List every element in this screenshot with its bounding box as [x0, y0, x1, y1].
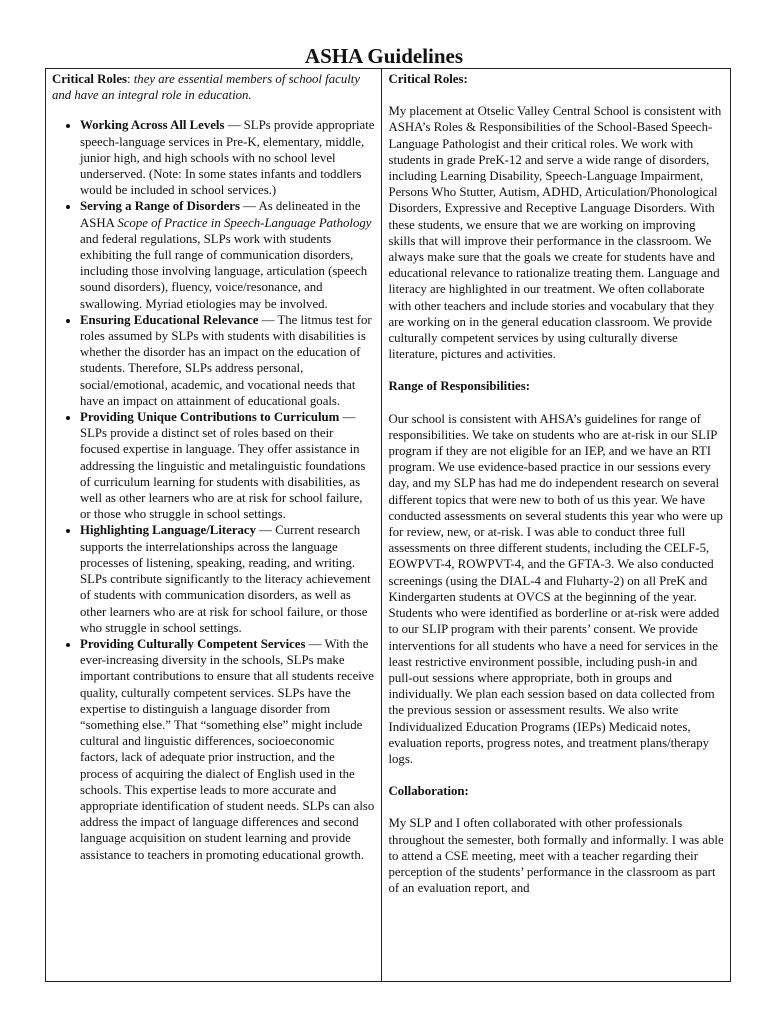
role-text: SLPs provide a distinct set of roles based on their focused expertise in language. They offer assistance in addressing the linguistic and metalinguistic foundations of curriculum learning for students with disabilities, as well as other learners who are at risk for school failure, or those who struggle in school settings.: [80, 426, 366, 522]
range-of-responsibilities-paragraph: Our school is consistent with AHSA’s guidelines for range of responsibilities. We take on students who are at-risk in our SLIP program if they are not eligible for an IEP, and we have an RTI program. We use evidence-based practice in our sessions every day, and my SLP has had me do independent research on several different topics that were new to both of us this year. We have conducted assessments on several students this year who were up for review, new, or at-risk. I was able to conduct three full assessments on three different students, including the CELF-5, EOWPVT-4, ROWPVT-4, and the GFTA-3. We also conducted screenings (using the DIAL-4 and Fluharty-2) on all PreK and Kindergarten students at OVCS at the beginning of the year. Students who were identified as borderline or at-risk were added to our SLIP program with their parents’ consent. We provide interventions for all students who have a need for services in the least restrictive environment possible, including push-in and pull-out sessions where appropriate, both in groups and individually. We plan each session based on data collected from the previous session or assessment results. We also write Individualized Education Programs (IEPs) Medicaid notes, evaluation reports, progress notes, and treatment plans/therapy logs.: [388, 411, 723, 766]
role-title: Serving a Range of Disorders: [80, 199, 240, 214]
roles-list: [52, 117, 375, 862]
critical-roles-intro: Critical Roles: they are essential members of school faculty and have an integral role in education.: [52, 72, 361, 103]
role-text: SLPs provide appropriate speech-language services in Pre-K, elementary, middle, junior high, and high schools with no school level underserved. (Note: In some states infants and toddlers would be included in school services.): [80, 118, 375, 198]
placement-reflection-column: [382, 69, 731, 982]
list-item: • Providing Unique Contributions to Curriculum — SLPs provide a distinct set of roles based on their focused expertise in language. They offer assistance in addressing the linguistic and metalinguistic foundations of curriculum learning for students with disabilities, as well as other learners who are at risk for school failure, or those who struggle in school settings.: [80, 409, 375, 522]
role-text: The litmus test for roles assumed by SLPs with students with disabilities is whether the disorder has an impact on the education of students. Therefore, SLPs address personal, social/emotional, academic, and vocational needs that have an impact on attainment of educational goals.: [80, 312, 372, 408]
list-item: • Highlighting Language/Literacy — Current research supports the interrelationships across the language processes of listening, speaking, reading, and writing. SLPs contribute significantly to the literacy achievement of students with communication disorders, as well as other learners who are at risk for school failure, or those who struggle in school settings.: [80, 522, 375, 635]
critical-roles-label: Critical Roles: [52, 72, 127, 86]
collaboration-heading: Collaboration:: [388, 784, 469, 799]
role-title: Providing Culturally Competent Services: [80, 636, 306, 651]
critical-roles-paragraph: My placement at Otselic Valley Central School is consistent with ASHA’s Roles & Responsibilities of the School-Based Speech-Language Pathologist and their critical roles. We work with students in grade PreK-12 and serve a wide range of disorders, including Learning Disability, Speech-Language Impairment, Persons Who Stutter, Autism, ADHD, Articulation/Phonological Disorders, Expressive and Receptive Language Disorders. With these students, we ensure that we are working on improving skills that will improve their performance in the classroom. We always make sure that the goals we create for students have and educational relevance to rationalize treating them. Language and literacy are highlighted in our treatment. We often collaborate with other teachers and include stories and vocabulary that they are working on in the general education classroom. We provide culturally competent services by using culturally diverse literature, pictures and activities.: [388, 104, 722, 362]
role-text: Current research supports the interrelationships across the language processes of listening, speaking, reading, and writing. SLPs contribute significantly to the literacy achievement of students with communication disorders, as well as other learners who are at risk for school failure, or those who struggle in school settings.: [80, 523, 371, 635]
list-item: • Working Across All Levels — SLPs provide appropriate speech-language services in Pre-K, elementary, middle, junior high, and high schools with no school level underserved. (Note: In some states infants and toddlers would be included in school services.): [80, 117, 375, 198]
role-title: Ensuring Educational Relevance: [80, 312, 259, 327]
list-item: • Ensuring Educational Relevance — The litmus test for roles assumed by SLPs with students with disabilities is whether the disorder has an impact on the education of students. Therefore, SLPs address personal, social/emotional, academic, and vocational needs that have an impact on attainment of educational goals.: [80, 312, 375, 409]
critical-roles-description: they are essential members of school faculty and have an integral role in education.: [52, 72, 361, 103]
collaboration-paragraph: My SLP and I often collaborated with other professionals throughout the semester, both formally and informally. I was able to attend a CSE meeting, meet with a teacher regarding their perception of the students’ performance in the classroom as part of an evaluation report, and: [388, 816, 724, 896]
list-item: • Serving a Range of Disorders — As delineated in the ASHA Scope of Practice in Speech-Language Pathology and federal regulations, SLPs work with students exhibiting the full range of communication disorders, including those involving language, articulation (speech sound disorders), fluency, voice/resonance, and swallowing. Myriad etiologies may be involved.: [80, 198, 375, 311]
role-title: Highlighting Language/Literacy: [80, 523, 256, 538]
role-text: and federal regulations, SLPs work with students exhibiting the full range of communication disorders, including those involving language, articulation (speech sound disorders), fluency, voice/resonance, and swallowing. Myriad etiologies may be involved.: [80, 231, 368, 311]
role-title: Working Across All Levels: [80, 118, 225, 133]
guidelines-table: [45, 68, 731, 982]
asha-roles-column: [46, 69, 382, 982]
range-of-responsibilities-heading: Range of Responsibilities:: [388, 379, 530, 394]
page-title: ASHA Guidelines: [304, 44, 464, 68]
scope-of-practice-title: Scope of Practice in Speech-Language Pathology: [117, 215, 372, 230]
critical-roles-heading: Critical Roles:: [388, 72, 468, 86]
role-text: As delineated in the ASHA: [80, 199, 361, 230]
list-item: • Providing Culturally Competent Services — With the ever-increasing diversity in the schools, SLPs make important contributions to ensure that all students receive quality, culturally competent services. SLPs have the expertise to distinguish a language disorder from “something else.” That “something else” might include cultural and linguistic differences, socioeconomic factors, lack of adequate prior instruction, and the process of acquiring the dialect of English used in the schools. This expertise leads to more accurate and appropriate identification of student needs. SLPs can also address the impact of language differences and second language acquisition on student learning and provide assistance to teachers in promoting educational growth.: [80, 636, 375, 863]
role-title: Providing Unique Contributions to Curriculum: [80, 410, 340, 425]
role-text: With the ever-increasing diversity in the schools, SLPs make important contributions to ensure that all students receive quality, culturally competent services. SLPs have the expertise to distinguish a language disorder from “something else.” That “something else” might include cultural and linguistic differences, socioeconomic factors, lack of adequate prior instruction, and the process of acquiring the dialect of English used in the schools. This expertise leads to more accurate and appropriate identification of student needs. SLPs can also address the impact of language differences and second language acquisition on student learning and provide assistance to teachers in promoting educational growth.: [80, 636, 375, 862]
